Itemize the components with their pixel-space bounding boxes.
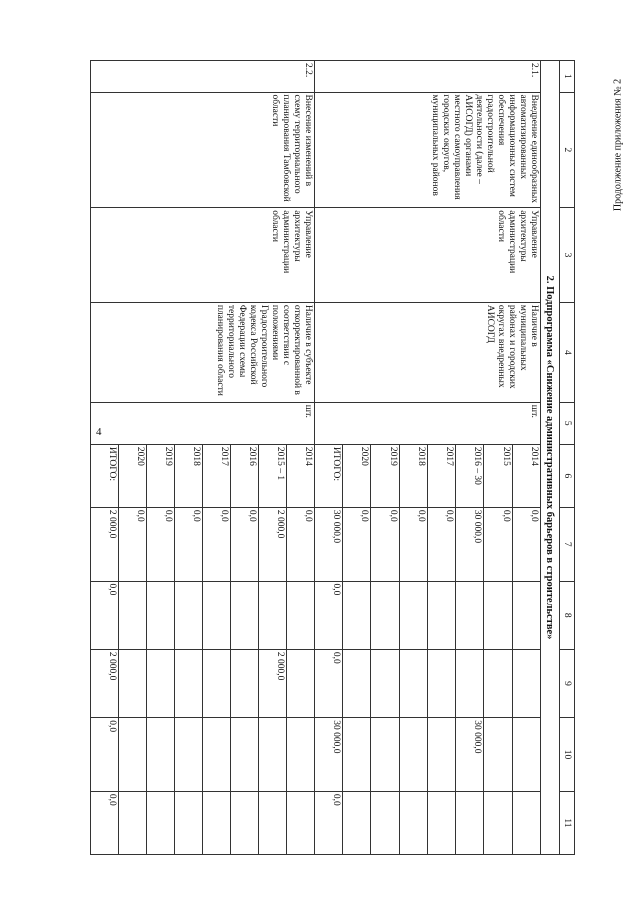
amount-cell (119, 718, 147, 792)
amount-cell (428, 718, 456, 792)
row-number: 2.2. (91, 61, 315, 93)
amount-cell (231, 649, 259, 717)
amount-cell: 2 000,0 (91, 649, 119, 717)
measure-name: Внесение изменений в схему территориального планирования Тамбовской области (91, 92, 315, 208)
amount-cell (512, 718, 540, 792)
column-number: 10 (560, 718, 575, 792)
amount-cell: 0,0 (91, 581, 119, 649)
amount-cell (119, 649, 147, 717)
column-number: 1 (560, 61, 575, 93)
amount-cell (203, 649, 231, 717)
amount-cell: 2 000,0 (259, 507, 287, 581)
amount-cell (203, 581, 231, 649)
year-cell: 2014 (287, 444, 315, 507)
year-cell: ИТОГО: (315, 444, 343, 507)
amount-cell: 0,0 (231, 507, 259, 581)
amount-cell (399, 791, 427, 854)
amount-cell (512, 581, 540, 649)
year-cell: 2017 (428, 444, 456, 507)
year-cell: 2019 (147, 444, 175, 507)
amount-cell: 30 000,0 (315, 718, 343, 792)
year-cell: 2019 (371, 444, 399, 507)
column-number: 4 (560, 302, 575, 402)
column-number: 9 (560, 649, 575, 717)
amount-cell (343, 581, 371, 649)
column-number: 11 (560, 791, 575, 854)
amount-cell (512, 791, 540, 854)
amount-cell (484, 649, 512, 717)
amount-cell (147, 581, 175, 649)
page-number: 4 (96, 426, 102, 438)
amount-cell (428, 791, 456, 854)
program-table (90, 60, 575, 855)
year-cell: 2017 (203, 444, 231, 507)
amount-cell: 0,0 (203, 507, 231, 581)
amount-cell (456, 649, 484, 717)
unit-cell: шт. (91, 402, 315, 444)
amount-cell: 0,0 (175, 507, 203, 581)
continuation-label: Продолжение приложения № 2 (612, 78, 624, 212)
amount-cell (428, 581, 456, 649)
amount-cell (456, 581, 484, 649)
year-cell: ИТОГО: (91, 444, 119, 507)
amount-cell (371, 649, 399, 717)
amount-cell: 30 000,0 (456, 718, 484, 792)
amount-cell (399, 581, 427, 649)
amount-cell: 0,0 (399, 507, 427, 581)
year-cell: 2016 (231, 444, 259, 507)
amount-cell (147, 791, 175, 854)
amount-cell (203, 791, 231, 854)
amount-cell (259, 791, 287, 854)
amount-cell (259, 718, 287, 792)
amount-cell: 0,0 (512, 507, 540, 581)
amount-cell: 0,0 (428, 507, 456, 581)
amount-cell: 0,0 (371, 507, 399, 581)
column-number: 5 (560, 402, 575, 444)
amount-cell (175, 718, 203, 792)
amount-cell (231, 791, 259, 854)
amount-cell (119, 791, 147, 854)
year-cell: 2016 – 30 (456, 444, 484, 507)
amount-cell (343, 649, 371, 717)
amount-cell (484, 581, 512, 649)
year-cell: 2018 (175, 444, 203, 507)
year-cell: 2015 – 1 (259, 444, 287, 507)
column-number: 3 (560, 208, 575, 303)
amount-cell (512, 649, 540, 717)
column-number: 8 (560, 581, 575, 649)
amount-cell (371, 791, 399, 854)
table-row (287, 61, 315, 855)
amount-cell: 0,0 (91, 791, 119, 854)
amount-cell: 0,0 (484, 507, 512, 581)
year-cell: 2014 (512, 444, 540, 507)
amount-cell (231, 718, 259, 792)
amount-cell (287, 649, 315, 717)
column-number: 6 (560, 444, 575, 507)
amount-cell: 0,0 (315, 581, 343, 649)
amount-cell (484, 718, 512, 792)
year-cell: 2020 (343, 444, 371, 507)
year-cell: 2020 (119, 444, 147, 507)
amount-cell: 30 000,0 (315, 507, 343, 581)
year-cell: 2018 (399, 444, 427, 507)
unit-cell: шт. (315, 402, 541, 444)
amount-cell: 30 000,0 (456, 507, 484, 581)
amount-cell (287, 718, 315, 792)
indicator-cell: Наличие в муниципальных районах и городских округах внедренных АИСОГД (315, 302, 541, 402)
amount-cell (371, 581, 399, 649)
amount-cell (147, 649, 175, 717)
amount-cell (147, 718, 175, 792)
amount-cell: 0,0 (119, 507, 147, 581)
amount-cell (175, 649, 203, 717)
indicator-cell: Наличие в субъекте откорректированной в соответствии с положениями Градостроительного кодекса Российской Федерации схемы территориального планирования области (91, 302, 315, 402)
amount-cell: 0,0 (287, 507, 315, 581)
amount-cell: 2 000,0 (91, 507, 119, 581)
amount-cell: 0,0 (315, 791, 343, 854)
column-number-row (560, 61, 575, 855)
amount-cell: 0,0 (147, 507, 175, 581)
amount-cell (456, 791, 484, 854)
rotated-table-wrap (90, 60, 575, 855)
amount-cell (119, 581, 147, 649)
amount-cell (203, 718, 231, 792)
year-cell: 2015 (484, 444, 512, 507)
continuation-label-wrap (612, 40, 624, 250)
amount-cell (399, 649, 427, 717)
amount-cell (175, 791, 203, 854)
row-number: 2.1. (315, 61, 541, 93)
amount-cell (175, 581, 203, 649)
executor-cell: Управление архитектуры администрации области (315, 208, 541, 303)
amount-cell (343, 718, 371, 792)
amount-cell: 0,0 (315, 649, 343, 717)
subprogram-row (541, 61, 560, 855)
amount-cell (399, 718, 427, 792)
amount-cell (287, 581, 315, 649)
column-number: 2 (560, 92, 575, 208)
amount-cell: 2 000,0 (259, 649, 287, 717)
subprogram-title: 2. Подпрограмма «Снижение административных барьеров в строительстве» (541, 61, 560, 855)
amount-cell: 0,0 (343, 507, 371, 581)
measure-name: Внедрение единообразных автоматизированных информационных систем обеспечения градостроительной деятельности (далее – АИСОГД) органами местного самоуправления городских округов, муниципальных районов (315, 92, 541, 208)
amount-cell (371, 718, 399, 792)
amount-cell (287, 791, 315, 854)
executor-cell: Управление архитектуры администрации области (91, 208, 315, 303)
amount-cell (231, 581, 259, 649)
column-number: 7 (560, 507, 575, 581)
amount-cell (428, 649, 456, 717)
amount-cell (343, 791, 371, 854)
amount-cell (259, 581, 287, 649)
table-row (512, 61, 540, 855)
amount-cell (484, 791, 512, 854)
amount-cell: 0,0 (91, 718, 119, 792)
